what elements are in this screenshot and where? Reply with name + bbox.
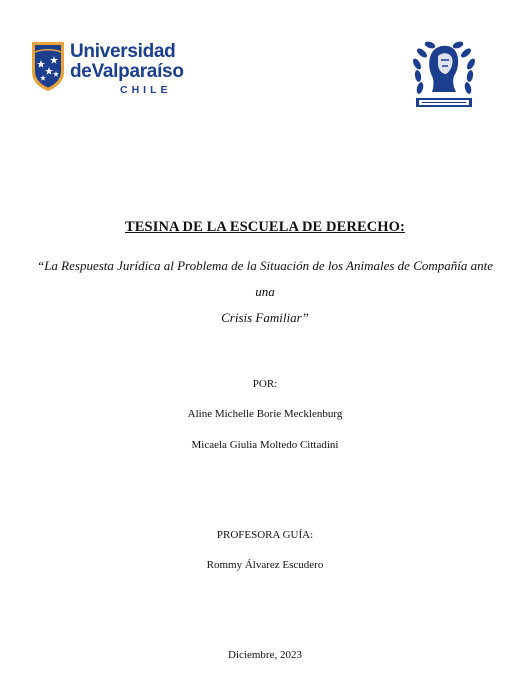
subtitle-line-2: Crisis Familiar” [221,310,309,325]
university-logo [30,40,184,96]
logo-text-chile: CHILE [120,84,172,96]
document-subtitle [30,253,500,331]
subtitle-line-1: “La Respuesta Jurídica al Problema de la Situación de los Animales de Compañía ante una [36,258,494,299]
author-name: Micaela Giulia Moltedo Cittadini [191,439,339,451]
advisor-name: Rommy Álvarez Escudero [206,559,324,571]
by-label: POR: [252,378,278,390]
author-name: Aline Michelle Borie Mecklenburg [187,408,343,420]
document-title: TESINA DE LA ESCUELA DE DERECHO: [125,219,405,235]
logo-text-universidad: Universidad [70,41,176,62]
page-header [30,36,480,116]
advisor-label: PROFESORA GUÍA: [216,529,314,541]
logo-text-valparaiso: deValparaíso [70,61,184,82]
star-shield-icon [30,40,66,92]
law-school-seal-icon [408,36,480,114]
document-date: Diciembre, 2023 [228,649,302,661]
